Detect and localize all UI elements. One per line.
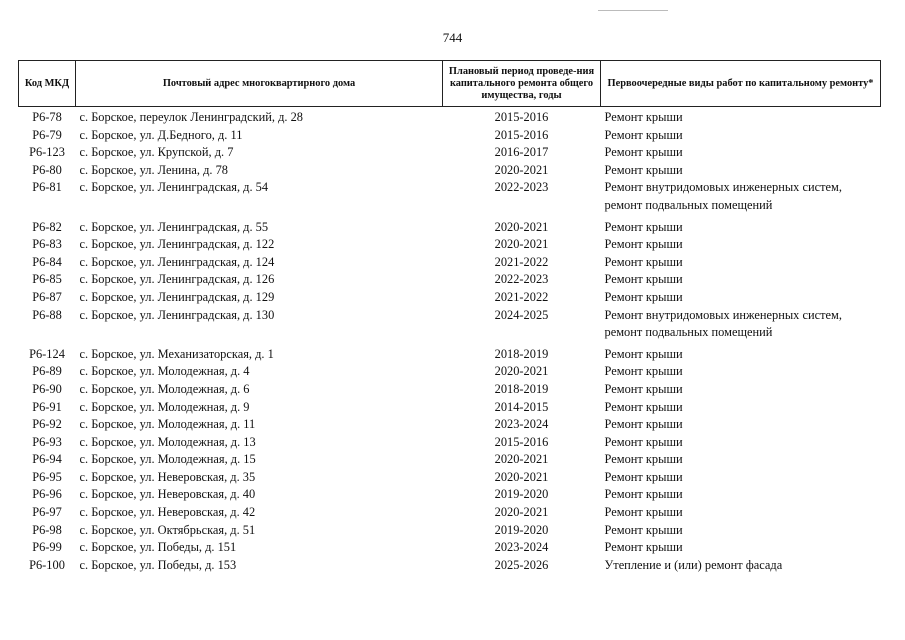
cell-works: Ремонт внутридомовых инженерных систем, ремонт подвальных помещений: [604, 180, 842, 212]
cell-code: Р6-99: [32, 540, 62, 555]
cell-address: с. Борское, ул. Победы, д. 151: [79, 540, 237, 555]
table-row: [19, 271, 881, 289]
table-row: [19, 557, 881, 575]
cell-code: Р6-92: [32, 417, 62, 432]
table-row: [19, 486, 881, 504]
cell-works: Ремонт крыши: [604, 469, 683, 484]
cell-address: с. Борское, ул. Неверовская, д. 42: [79, 505, 256, 520]
cell-address: с. Борское, ул. Ленинградская, д. 124: [79, 254, 275, 269]
cell-period: 2020-2021: [494, 505, 549, 520]
cell-works: Ремонт крыши: [604, 145, 683, 160]
cell-period: 2024-2025: [494, 307, 549, 322]
cell-code: Р6-94: [32, 452, 62, 467]
cell-period: 2020-2021: [494, 162, 549, 177]
cell-period: 2015-2016: [494, 127, 549, 142]
cell-works: Ремонт крыши: [604, 364, 683, 379]
cell-code: Р6-93: [32, 434, 62, 449]
cell-code: Р6-123: [29, 145, 65, 160]
cell-address: с. Борское, ул. Победы, д. 153: [79, 557, 237, 572]
cell-period: 2020-2021: [494, 452, 549, 467]
cell-code: Р6-96: [32, 487, 62, 502]
cell-period: 2018-2019: [494, 346, 549, 361]
header-code: Код МКД: [19, 61, 76, 107]
cell-works: Ремонт крыши: [604, 452, 683, 467]
cell-works: Ремонт крыши: [604, 254, 683, 269]
cell-code: Р6-79: [32, 127, 62, 142]
cell-works: Ремонт крыши: [604, 219, 683, 234]
cell-address: с. Борское, ул. Ленинградская, д. 129: [79, 289, 275, 304]
table-row: [19, 381, 881, 399]
cell-address: с. Борское, ул. Неверовская, д. 35: [79, 469, 256, 484]
table-row: [19, 289, 881, 307]
cell-address: с. Борское, ул. Молодежная, д. 13: [79, 434, 256, 449]
table-row: [19, 127, 881, 145]
cell-works: Ремонт внутридомовых инженерных систем, ремонт подвальных помещений: [604, 307, 842, 340]
cell-works: Ремонт крыши: [604, 346, 683, 361]
cell-code: Р6-97: [32, 505, 62, 520]
header-works: Первоочередные виды работ по капитальному ремонту*: [601, 61, 881, 107]
table-row: [19, 346, 881, 364]
table-header-row: [19, 61, 881, 107]
cell-works: Ремонт крыши: [604, 289, 683, 304]
table-row: [19, 522, 881, 540]
cell-address: с. Борское, ул. Ленинградская, д. 54: [79, 180, 269, 195]
cell-period: 2023-2024: [494, 540, 549, 555]
table-row: [19, 254, 881, 272]
header-address: Почтовый адрес многоквартирного дома: [76, 61, 443, 107]
cell-period: 2018-2019: [494, 381, 549, 396]
cell-works: Ремонт крыши: [604, 237, 683, 252]
cell-address: с. Борское, ул. Молодежная, д. 15: [79, 452, 256, 467]
cell-address: с. Борское, ул. Неверовская, д. 40: [79, 487, 256, 502]
table-body: [19, 107, 881, 575]
table-row: [19, 144, 881, 162]
cell-period: 2020-2021: [494, 469, 549, 484]
cell-code: Р6-78: [32, 110, 62, 124]
cell-works: Ремонт крыши: [604, 522, 683, 537]
cell-works: Ремонт крыши: [604, 434, 683, 449]
cell-period: 2023-2024: [494, 417, 549, 432]
table-row: [19, 504, 881, 522]
cell-address: с. Борское, ул. Молодежная, д. 11: [79, 417, 256, 432]
cell-address: с. Борское, ул. Октябрьская, д. 51: [79, 522, 256, 537]
cell-address: с. Борское, ул. Ленина, д. 78: [79, 162, 228, 177]
table-row: [19, 451, 881, 469]
cell-period: 2019-2020: [494, 522, 549, 537]
cell-address: с. Борское, ул. Молодежная, д. 9: [79, 399, 250, 414]
cell-period: 2022-2023: [494, 272, 549, 287]
cell-period: 2021-2022: [494, 254, 549, 269]
table-row: [19, 363, 881, 381]
cell-works: Ремонт крыши: [604, 540, 683, 555]
cell-period: 2015-2016: [494, 434, 549, 449]
cell-works: Ремонт крыши: [604, 162, 683, 177]
cell-code: Р6-90: [32, 381, 62, 396]
table-row: [19, 179, 881, 218]
cell-works: Ремонт крыши: [604, 399, 683, 414]
cell-code: Р6-80: [32, 162, 62, 177]
table-row: [19, 162, 881, 180]
cell-code: Р6-100: [29, 557, 65, 572]
cell-period: 2016-2017: [494, 145, 549, 160]
cell-code: Р6-95: [32, 469, 62, 484]
cell-period: 2020-2021: [494, 219, 549, 234]
cell-code: Р6-98: [32, 522, 62, 537]
cell-works: Ремонт крыши: [604, 110, 683, 124]
cell-address: с. Борское, ул. Ленинградская, д. 55: [79, 219, 269, 234]
cell-address: с. Борское, ул. Молодежная, д. 4: [79, 364, 250, 379]
table-row: [19, 399, 881, 417]
cell-code: Р6-85: [32, 272, 62, 287]
cell-works: Ремонт крыши: [604, 487, 683, 502]
cell-period: 2020-2021: [494, 364, 549, 379]
cell-code: Р6-124: [29, 346, 65, 361]
cell-address: с. Борское, ул. Крупской, д. 7: [79, 145, 234, 160]
cell-address: с. Борское, ул. Ленинградская, д. 122: [79, 237, 275, 252]
cell-code: Р6-89: [32, 364, 62, 379]
header-period: Плановый период проведе-ния капитального ремонта общего имущества, годы: [443, 61, 601, 107]
cell-works: Ремонт крыши: [604, 417, 683, 432]
cell-code: Р6-87: [32, 289, 62, 304]
table-row: [19, 219, 881, 237]
cell-address: с. Борское, ул. Молодежная, д. 6: [79, 381, 250, 396]
cell-code: Р6-91: [32, 399, 62, 414]
cell-code: Р6-83: [32, 237, 62, 252]
cell-works: Ремонт крыши: [604, 381, 683, 396]
repair-schedule-table: [18, 60, 881, 574]
cell-period: 2020-2021: [494, 237, 549, 252]
cell-period: 2015-2016: [494, 110, 549, 124]
cell-period: 2025-2026: [494, 557, 549, 572]
cell-address: с. Борское, ул. Ленинградская, д. 130: [79, 307, 275, 322]
table-row: [19, 416, 881, 434]
cell-code: Р6-84: [32, 254, 62, 269]
cell-works: Ремонт крыши: [604, 505, 683, 520]
cell-address: с. Борское, переулок Ленинградский, д. 28: [79, 110, 303, 124]
cell-address: с. Борское, ул. Ленинградская, д. 126: [79, 272, 275, 287]
cell-period: 2014-2015: [494, 399, 549, 414]
cell-code: Р6-82: [32, 219, 62, 234]
table-row: [19, 469, 881, 487]
cell-period: 2019-2020: [494, 487, 549, 502]
cell-address: с. Борское, ул. Д.Бедного, д. 11: [79, 127, 243, 142]
cell-works: Ремонт крыши: [604, 127, 683, 142]
table-row: [19, 236, 881, 254]
cell-code: Р6-88: [32, 307, 62, 322]
table-row: [19, 107, 881, 127]
cell-address: с. Борское, ул. Механизаторская, д. 1: [79, 346, 274, 361]
table-row: [19, 307, 881, 346]
table-row: [19, 539, 881, 557]
page-number: 744: [442, 30, 463, 45]
cell-code: Р6-81: [32, 180, 62, 195]
cell-works: Ремонт крыши: [604, 272, 683, 287]
cell-period: 2022-2023: [494, 180, 549, 195]
cell-works: Утепление и (или) ремонт фасада: [604, 557, 783, 572]
cell-period: 2021-2022: [494, 289, 549, 304]
table-row: [19, 434, 881, 452]
scan-mark: [598, 10, 668, 11]
